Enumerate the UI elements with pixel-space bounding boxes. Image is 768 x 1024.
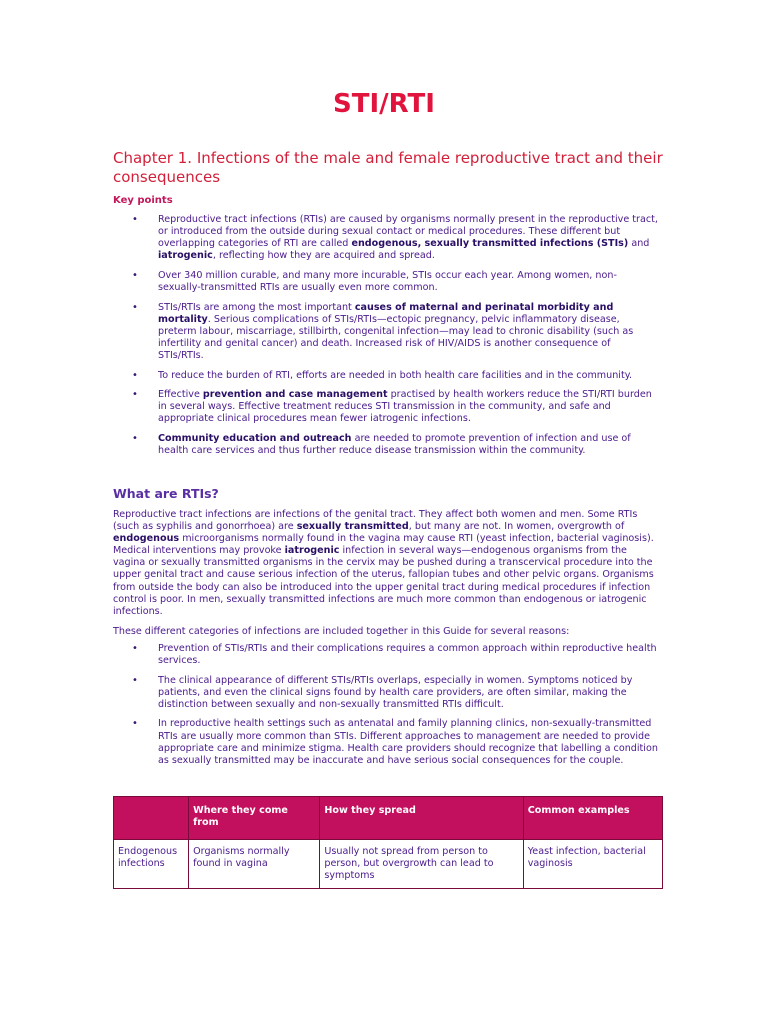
paragraph-reasons-intro: These different categories of infections are included together in this Guide for several reasons: (113, 626, 570, 637)
table-cell: Usually not spread from person to person, but overgrowth can lead to symptoms (320, 840, 523, 889)
chapter-heading: Chapter 1. Infections of the male and female reproductive tract and their consequences (113, 149, 663, 186)
key-point: • STIs/RTIs are among the most important causes of maternal and perinatal morbidity and mortality. Serious complications of STIs/RTIs—ectopic pregnancy, pelvic inflammatory disease, preterm labour, miscarriage, stillbirth, congenital infection—may lead to chronic disability (such as infertility and genital cancer) and death. Increased risk of HIV/AIDS is another consequence of STIs/RTIs. (132, 301, 634, 361)
table-header-row (114, 797, 663, 840)
table-header-cell: How they spread (320, 797, 523, 840)
key-points-list (113, 214, 658, 465)
bullet-icon: • (132, 718, 138, 730)
bullet-icon: • (132, 674, 138, 686)
bullet-icon: • (132, 389, 138, 401)
key-point: • Effective prevention and case management practised by health workers reduce the STI/RTI burden in several ways. Effective treatment reduces STI transmission in the community, and safe and appropriate clinical procedures mean fewer iatrogenic infections. (132, 389, 652, 425)
bullet-icon: • (132, 301, 138, 313)
bullet-icon: • (132, 643, 138, 654)
key-point: • To reduce the burden of RTI, efforts are needed in both health care facilities and in the community. (132, 369, 633, 381)
reason-item: • In reproductive health settings such as antenatal and family planning clinics, non-sexually-transmitted RTIs are usually more common than STIs. Different approaches to management are needed to provide appropriate care and minimize stigma. Health care providers should recognize that labelling a condition as sexually transmitted may be inaccurate and have serious social consequences for the couple. (132, 718, 658, 766)
bullet-icon: • (132, 369, 138, 381)
key-points-label: Key points (113, 195, 173, 206)
table-header-cell: Where they come from (189, 797, 320, 840)
reason-item: • The clinical appearance of different STIs/RTIs overlaps, especially in women. Symptoms noticed by patients, and even the clinical signs found by health care providers, are often similar, making the distinction between sexually and non-sexually transmitted RTIs difficult. (132, 674, 633, 710)
table-header-cell: Common examples (523, 797, 662, 840)
paragraph-what-are-rtis: Reproductive tract infections are infections of the genital tract. They affect both women and men. Some RTIs (such as syphilis and gonorrhoea) are sexually transmitted, but many are not. In women, overgrowth of endogenous microorganisms normally found in the vagina may cause RTI (yeast infection, bacterial vaginosis). Medical interventions may provoke iatrogenic infection in several ways—endogenous organisms from the vagina or sexually transmitted organisms in the cervix may be pushed during a transcervical procedure into the upper genital tract and cause serious infection of the uterus, fallopian tubes and other pelvic organs. Organisms from outside the body can also be introduced into the upper genital tract during medical procedures if infection control is poor. In men, sexually transmitted infections are much more common than endogenous or iatrogenic infections. (113, 509, 654, 617)
reasons-list (113, 643, 658, 774)
bullet-icon: • (132, 269, 138, 281)
bullet-icon: • (132, 432, 138, 444)
table-cell: Endogenous infections (114, 840, 189, 889)
bullet-icon: • (132, 214, 138, 225)
key-point: • Reproductive tract infections (RTIs) are caused by organisms normally present in the reproductive tract, or introduced from the outside during sexual contact or medical procedures. These different but overlapping categories of RTI are called endogenous, sexually transmitted infections (STIs) and iatrogenic, reflecting how they are acquired and spread. (132, 214, 658, 262)
reason-item: • Prevention of STIs/RTIs and their complications requires a common approach within reproductive health services. (132, 643, 657, 667)
rti-categories-table (113, 796, 663, 889)
document-title: STI/RTI (333, 89, 435, 119)
table-row (114, 840, 663, 889)
table-header-cell (114, 797, 189, 840)
table-cell: Organisms normally found in vagina (189, 840, 320, 889)
section-heading: What are RTIs? (113, 486, 219, 501)
key-point: • Community education and outreach are needed to promote prevention of infection and use of health care services and thus further reduce disease transmission within the community. (132, 432, 631, 456)
key-point: • Over 340 million curable, and many more incurable, STIs occur each year. Among women, non-sexually-transmitted RTIs are usually even more common. (132, 269, 617, 293)
table-cell: Yeast infection, bacterial vaginosis (523, 840, 662, 889)
